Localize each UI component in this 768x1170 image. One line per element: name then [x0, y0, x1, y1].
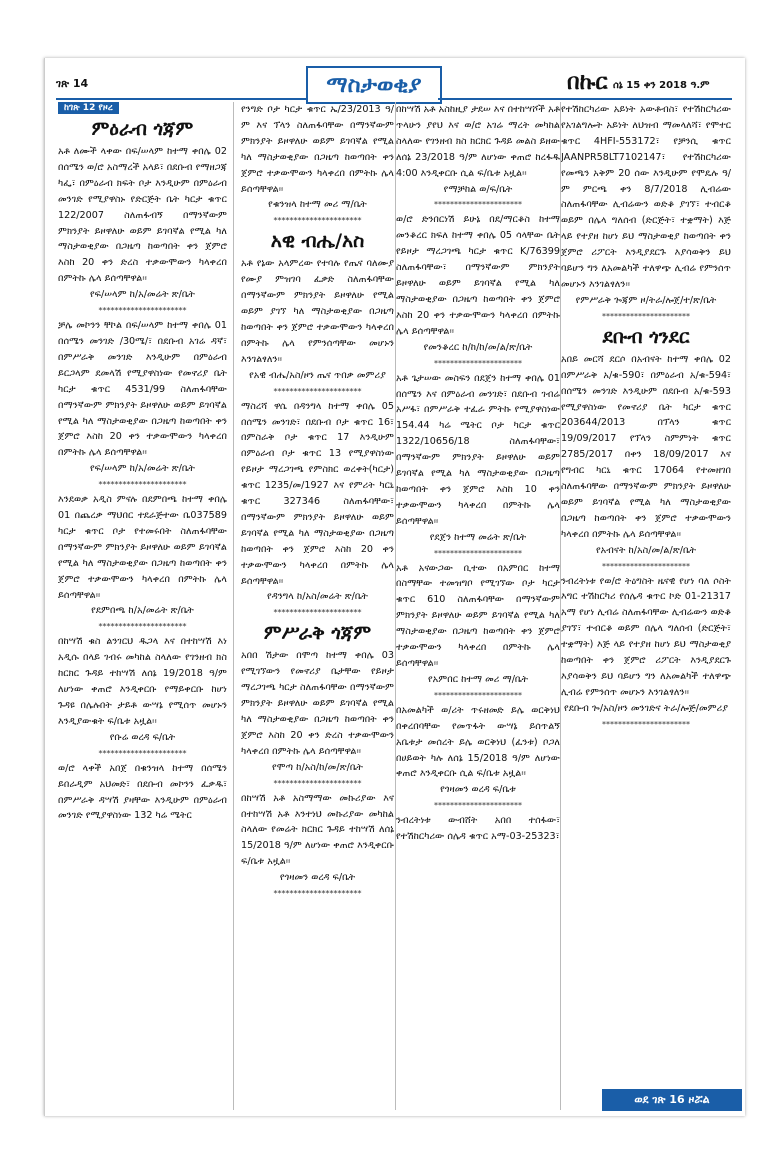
notice-signature: የአብናት ከ/አስ/መ/ል/ጽ/ቤት [595, 544, 697, 556]
notice [58, 761, 227, 825]
notice [561, 102, 731, 309]
separator-stars: ********************** [434, 358, 522, 368]
region-heading: ምዕራብ ጎጃም [91, 118, 194, 140]
continued-from-tag: ከገጽ 12 የዞረ [58, 102, 119, 114]
column-3 [396, 102, 560, 1102]
notice-signature: የፍ/ሠላም ከ/አ/መሬት ጽ/ቤት [89, 289, 196, 301]
separator-stars: ********************** [98, 748, 187, 758]
notice [58, 144, 227, 303]
notice [396, 371, 560, 546]
notice [396, 102, 560, 197]
notice [241, 256, 394, 383]
notice-body: የተሽከርካሪው አይነት አውቶብስ፣ የተሽከርካሪው የአገልግሎት አይነት ለህዝብ ማመላለሻ፣ የሞተር ቁጥር 4HFI-553172፣ የቻንሲ ቁጥር JAANPR58LT7102147፣ የተሽከርካሪው የመጫን አቅም 20 ሰው እንዲሁም የሞዴሉ ዓ/ም ምርጫ ቀን 8/7/2018 ሊብሬው ስለጠፋባቸው ሊብሬውን ወድቆ ያገኘ፣ ተብርቆ ወይም በሌላ ግለሰብ (ድርጅት፣ ተቋማት) እጅ ላይ የተያዘ ከሆነ ይህ ማስታወቂያ ከወጣበት ቀን ጀምሮ ሪፖርት እንዲያደርጉ እያሳወቅን ይህ ባይሆን ግን ለአመልካች ተለዋጭ ሊብሬ የምንሰጥ መሆኑን እንገልፃለን፡፡ [561, 104, 731, 290]
notice-body: አቶ ጌታሠው መስፍን በደጀን ከተማ ቀበሌ 01 በሰሜን እና በምዕራብ መንገድ፣ በደቡብ ገብሬ አሥፋ፣ በምሥራቅ ተፈራ ምትኩ የሚያዋስነው 154.44 ካሬ ሜትር ቦታ ካርታ ቁጥር 1322/10656/18 ስለጠፋባቸው፣ በማንኛውም ምክንያት ይዞዋለሁ ወይም ይገባኛል የሚል ካለ ማስታወቂያው በጋዜጣ ከወጣበት ቀን ጀምሮ እስከ 10 ቀን ተቃውሞውን ካላቀረበ በምትኩ ሌላ ይሰጣቸዋል፡፡ [396, 372, 560, 527]
notice-body: ቻሌ መኮንን ቸኮል በፍ/ሠላም ከተማ ቀበሌ 01 በሰሜን መንገድ /30ሜ/፣ በደቡብ አገሬ ዳኛ፣ በምሥራቅ መንገድ እንዲሁም በምዕራብ ይርጋላም ደመላሽ የሚያዋስነው የመኖሪያ ቤት ካርታ ቁጥር 4531/99 ስለጠፋባቸው በማንኛውም ምክንያት ይዞዋለሁ ወይም ይገባኛል የሚል ካለ ማስታወቂያው በጋዜጣ ከወጣበት ቀን ጀምሮ እስከ 20 ቀን ተቃውሞውን ካላቀረበ በምትኩ ሌላ ይሰጣቸዋል፡፡ [58, 320, 227, 459]
notice-signature: የጎዛመን ወረዳ ፍ/ቤቱ [440, 784, 516, 796]
separator-stars: ********************** [273, 778, 362, 788]
notice-signature: የመንቆረር ከ/ከ/ከ/መ/ል/ጽ/ቤት [423, 341, 533, 353]
notice-body: የንግድ ቦታ ካርታ ቁጥር ኤ/23/2013 ዓ/ም እና ፕላን ስለጠፋባቸው በማንኛውም ምክንያት ይዞዋለሁ ወይም ይገባኛል የሚል ካለ ማስታወቂያው በጋዜጣ ከወጣበት ቀን ጀምሮ ተቃውሞውን ካላቀረበ በምትኩ ሌላ ይሰጣቸዋል፡፡ [241, 104, 394, 195]
notice [58, 634, 227, 745]
notice-signature: የአዊ ብሔ/አስ/ዞን ጤና ጥበቃ መምሪያ [249, 369, 386, 381]
notice [241, 791, 394, 886]
column-4 [561, 102, 731, 1102]
separator-stars: ********************** [434, 200, 522, 210]
notice-signature: የጎዛመን ወረዳ ፍ/ቤት [279, 872, 356, 884]
separator-stars: ********************** [434, 690, 522, 700]
column-1 [58, 102, 227, 1102]
region-heading: አዊ ብሔ/አስ [270, 230, 365, 253]
newspaper-name: በኩር [567, 70, 608, 95]
notice-signature: የዳንግላ ከ/አስ/መሬት ጽ/ቤት [267, 591, 368, 603]
notice-signature: የደጀን ከተማ መሬት ጽ/ቤት [429, 531, 527, 543]
notice-body: ወ/ሮ ድንበርነሽ ይሁኔ በደ/ማርቆስ ከተማ መንቆረር ክፍለ ከተማ ቀበሌ 05 ሳላቸው ቤት የይዞታ ማረጋገጫ ካርታ ቁጥር K/76399 ስለጠፋባቸው፣ በማንኛውም ምክንያት ይዞዋለሁ ወይም ይገባኛል የሚል ካለ ማስታወቂያው በጋዜጣ ከወጣበት ቀን ጀምሮ እስከ 20 ቀን ተቃውሞውን ካላቀረበ በምትኩ ሌላ ይሰጣቸዋል፡፡ [396, 214, 560, 337]
page-number: ገጽ 14 [56, 77, 89, 90]
notice-body: ማስረሻ ዋሴ በዳንግላ ከተማ ቀበሌ 05 በሰሜን መንገድ፣ በደቡብ ቦታ ቁጥር 16፣ በምስራቅ ቦታ ቁጥር 17 እንዲሁም በምዕራብ ቦታ ቁጥር 13 የሚያዋስነው የይዞታ ማረጋገጫ የምስክር ወረቀት(ካርታ) ቁጥር 1235/መ/1927 እና የምሪት ካርኒ ቁጥር 327346 ስለጠፋባቸው፣ በማንኛውም ምክንያት ይዞዋለሁ ወይም ይገባኛል የሚል ካለ ማስታወቂያው በጋዜጣ ከወጣበት ቀን ጀምሮ እስከ 20 ቀን ተቃውሞውን ካላቀረበ በምትኩ ሌላ ይሰጣቸዋል፡፡ [241, 400, 394, 587]
separator-stars: ********************** [273, 216, 362, 226]
notice-body: በከሣሽ ቁስ ልንገርህ ዱጋላ እና በተከሣሽ እነ አዲሱ በላይ ገብሩ መካከል ስላለው የገንዘብ ክስ ከርክር ጉዳይ ተከሣሽ ለሰኔ 19/2018 ዓ/ም ለሆነው ቀጠሮ እንዲቀርቡ የማይቀርቡ ከሆነ ጉዳዩ በሌሉበት ታይቶ ውሣኔ የሚሰጥ መሆኑን እንዲያውቁት ፍ/ቤቱ አዟል፡፡ [58, 636, 227, 727]
section-masthead: ማስታወቂያ [306, 66, 442, 104]
notice-body: ንብረትነቱ ውብሸት አበበ ተሰፋው፣ የተሽከርካሪው ሰሌዳ ቁጥር አማ-03-25323፣ [396, 815, 560, 843]
column-divider [233, 102, 234, 1110]
separator-stars: ********************** [98, 622, 187, 632]
separator-stars: ********************** [98, 480, 187, 490]
notice-body: ወ/ሮ ላቀች አበጀ በቁንዝላ ከተማ በሰሜን ይበራዲም አህመድ፣ በደቡብ መኮንን ፈቃዱ፣ በምሥራቅ ዳሣሽ ያዛቸው እንዲሁም በምዕራብ መንገድ የሚያዋስነው 132 ካሬ ሜትር [58, 762, 227, 822]
notice [396, 813, 560, 845]
separator-stars: ********************** [273, 386, 362, 396]
notice [58, 318, 227, 477]
notice [561, 352, 731, 559]
column-2 [241, 102, 394, 1102]
separator-stars: ********************** [273, 889, 362, 899]
continued-on-box: ወደ ገጽ 16 ዞሯል [602, 1089, 742, 1111]
separator-stars: ********************** [434, 548, 522, 558]
notice-body: በከሣሽ አቶ አስማማው መኩሪያው እና በተከሣሽ አቶ እንተነህ መኩሪያው መካከል ስላለው የመሬት ክርክር ጉዳይ ተከሣሽ ለሰኔ 15/2018 ዓ/ም ለሆነው ቀጠሮ እንዲቀርቡ ፍ/ቤቱ አዟል፡፡ [241, 792, 394, 868]
notice-signature: የምሥራቅ ጐጃም ዞ/ትራ/ሎጀ/ተ/ጽ/ቤት [575, 294, 717, 306]
notice [561, 574, 731, 717]
notice-signature: የፍ/ሠላም ከ/አ/መሬት ጽ/ቤት [89, 463, 196, 475]
notice-body: እንደወቃ አዲስ ምናሉ በደምበጫ ከተማ ቀበሌ 01 በጨረቃ ማህበር ተደራጅተው ቤ037589 ካርታ ቁጥር ቦታ የተመሩበት ስለጠፋባቸው በማንኛውም ምክንያት ይዞዋለሁ ወይም ይገባኛል የሚል ካለ ማስታወቂያው በጋዜጣ ከወጣበት ቀን ጀምሮ ተቃውሞውን ካላቀረበ በምትኩ ሌላ ይሰጣቸዋል፡፡ [58, 494, 227, 601]
notice-body: ንብረትነቱ የወ/ሮ ትዕግስት ዜናዊ የሆነ ባለ ሶስት እግር ተሽከርካሪ የሰሌዳ ቁጥር ኮድ 01-21317 አማ የሆነ ሊብሬ ስለጠፋባቸው ሊብሬውን ወድቆ ያገኘ፣ ተብርቆ ወይም በሌላ ግለሰብ (ድርጅት፣ ተቋማት) እጅ ላይ የተያዘ ከሆነ ይህ ማስታወቂያ ከወጣበት ቀን ጀምሮ ሪፖርት እንዲያደርጉ እያሳወቅን ይህ ባይሆን ግን ለአመልካች ተለዋጭ ሊብሬ የምንሰጥ መሆኑን እንገልፃለን፡፡ [561, 575, 731, 698]
notice-signature: የሞጣ ከ/አስ/ከ/መ/ጽ/ቤት [272, 761, 363, 773]
separator-stars: ********************** [602, 311, 690, 321]
notice-signature: የአምበር ከተማ መሪ ማ/ቤት [427, 673, 529, 685]
notice [396, 561, 560, 688]
notice-body: በከሣሽ አቶ አስከዚያ ታደሠ እና በተከሣሾች አቶ ጥላሁን ያየህ እና ወ/ሮ አገሬ ማረት መካከል ስላለው የገንዘብ ክስ ክርክር ጉዳይ መልስ ይዘው ለሰኔ 23/2018 ዓ/ም ለሆነው ቀጠሮ ከረፋዱ 4:00 እንዲቀርቡ ሲል ፍ/ቤቱ አዟል፡፡ [396, 104, 560, 179]
notice [241, 648, 394, 775]
notice-signature: የደምበጫ ከ/አ/መሬት ጽ/ቤት [91, 605, 194, 617]
notice [241, 399, 394, 606]
notice-body: አቶ አናውጋው ቢተው በአምበር ከተማ በስማቸው ተመዝግቦ የሚገኘው ቦታ ካርታ ቁጥር 610 ስለጠፋባቸው በማንኛውም ምክንያት ይዞዋለሁ ወይም ይገባኛል የሚል ካለ ማስታወቂያው በጋዜጣ ከወጣበት ቀን ጀምሮ ተቃውሞውን ካላቀረበ በምትኩ ሌላ ይሰጣቸዋል፡፡ [396, 562, 560, 669]
notice [241, 102, 394, 213]
notice-signature: የማቻከል ወ/ፍ/ቤት [443, 183, 513, 195]
separator-stars: ********************** [602, 561, 690, 571]
notice-body: በአመልካች ወ/ሪት ጥሩዘመድ ይሌ ወርቅነህ በቀረበባቸው የመጥፋት ውሣኔ ይሰጥልኝ አቤቱታ መሰረት ይሌ ወርቅነህ (ፈንቱ) ቦጋለ በሀይወት ካሉ ለሰኔ 15/2018 ዓ/ም ለሆነው ቀጠሮ እንዲቀርቡ ሲል ፍ/ቤቱ አዟል፡፡ [396, 704, 560, 780]
notice [396, 212, 560, 355]
region-heading: ምሥራቅ ጎጃም [263, 622, 372, 645]
notice [396, 703, 560, 798]
notice-signature: የደቡብ ጐ/አስ/ዞን መንገድና ትራ/ሎጅ/መምሪያ [563, 702, 729, 714]
notice-signature: የቡሬ ወረዳ ፍ/ቤት [109, 731, 176, 743]
separator-stars: ********************** [273, 608, 362, 618]
separator-stars: ********************** [602, 719, 690, 729]
notice-body: አቶ ለሙች ላቀው በፍ/ሠላም ከተማ ቀበሌ 02 በሰሜን ወ/ሮ አስማረች አላይ፣ በደቡብ የማዘጋጃ ካፌ፣ በምዕራብ ክፍት ቦታ እንዲሁም በምዕራብ መንገድ የሚያዋስኑ የድርጅት ቤት ካርታ ቁጥር 122/2007 ስለጠፋብኝ በማንኛውም ምክንያት ይዞዋለሁ ወይም ይገባኛል የሚል ካለ ማስታወቂያው በጋዜጣ ከወጣበት ቀን ጀምሮ እስከ 20 ቀን ድረስ ተቃውሞውን ካላቀረበ በምትኩ ሌላ ይሰጣቸዋል፡፡ [58, 146, 227, 285]
issue-date: ሰኔ 15 ቀን 2018 ዓ.ም [613, 80, 710, 91]
notice [58, 492, 227, 619]
separator-stars: ********************** [98, 306, 187, 316]
notice-body: አበበ ሽታው በሞጣ ከተማ ቀበሌ 03 የሚገኘውን የመኖሪያ ቤታቸው የይዞታ ማረጋገጫ ካርታ ስለጠፋባቸው በማንኛውም ምክንያት ይዞዋለሁ ወይም ይገባኛል የሚል ካለ ማስታወቂያው በጋዜጣ ከወጣበት ቀን ጀምሮ እስከ 20 ቀን ድረስ ተቃውሞውን ካላቀረበ በምትኩ ሌላ ይሰጣቸዋል፡፡ [241, 650, 394, 757]
region-heading: ደቡብ ጎንደር [602, 325, 690, 348]
separator-stars: ********************** [434, 801, 522, 811]
header-rule-right [438, 98, 732, 100]
header-rule-left [56, 98, 306, 100]
notice-signature: የቁንዝላ ከተማ መሪ ማ/ቤት [268, 199, 367, 211]
notice-body: አቶ የኔው አላምረው የተባሉ የጤና ባለሙያ የሙያ ምዝገባ ፈቃድ ስለጠፋባቸው በማንኛውም ምክንያት ይዞዋለሁ የሚል ወይም ያገኘ ካለ ማስታወቂያው በጋዜጣ ከወጣበት ቀን ጀምሮ ተቃውሞውን ካላቀረበ በምትኩ ሌላ የምንሰጣቸው መሆኑን እንገልፃለን፡፡ [241, 258, 394, 365]
notice-body: አበይ መርሻ ደርሶ በአብናት ከተማ ቀበሌ 02 በምሥራቅ አ/ቁ-590፣ በምዕራብ አ/ቁ-594፣ በሰሜን መንገድ እንዲሁም በደቡብ አ/ቁ-593 የሚያዋስነው የመኖሪያ ቤት ካርታ ቁጥር 203644/2013 በፕላን ቁጥር 19/09/2017 የፕላን ስምምነት ቁጥር 2785/2017 በቀን 18/09/2017 እና የግብር ካርኒ ቁጥር 17064 የተመዘገበ ስለጠፋባቸው በማንኛውም ምክንያት ይዞዋለሁ ወይም ይገባኛል የሚል ካለ ማስታወቂያው በጋዜጣ ከወጣበት ቀን ጀምሮ ተቃውሞውን ካላቀረበ በምትኩ ሌላ ይሰጣቸዋል፡፡ [561, 353, 731, 540]
